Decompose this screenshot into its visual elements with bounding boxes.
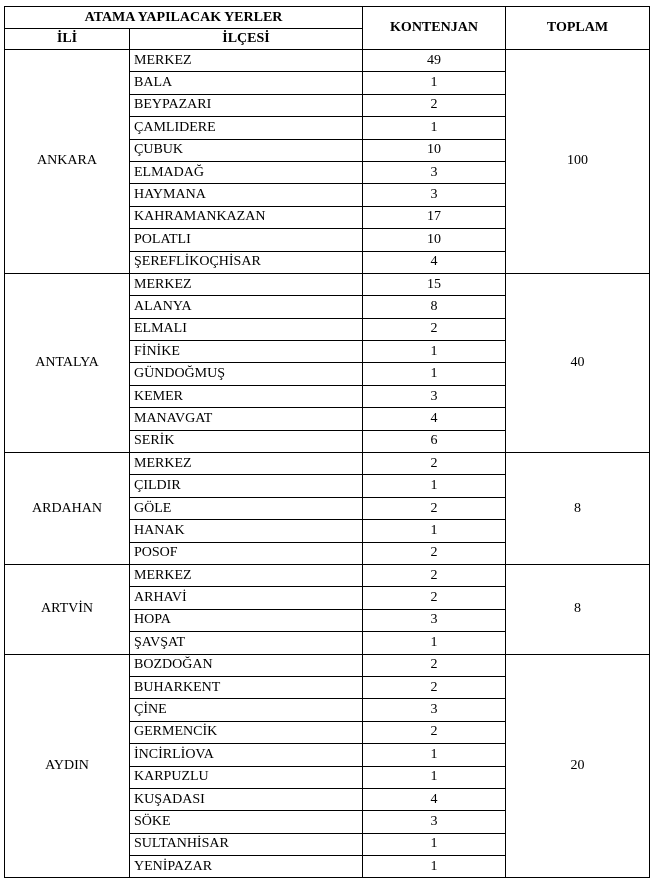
quota-cell: 1	[363, 833, 506, 855]
quota-cell: 49	[363, 50, 506, 72]
table-header	[5, 7, 650, 50]
quota-cell: 3	[363, 609, 506, 631]
quota-cell: 17	[363, 206, 506, 228]
district-cell: GÖLE	[130, 497, 363, 519]
district-cell: BALA	[130, 72, 363, 94]
province-cell: ANKARA	[5, 50, 130, 274]
quota-cell: 2	[363, 94, 506, 116]
district-cell: MERKEZ	[130, 273, 363, 295]
district-cell: SÖKE	[130, 811, 363, 833]
quota-cell: 3	[363, 184, 506, 206]
district-cell: KAHRAMANKAZAN	[130, 206, 363, 228]
province-total-cell: 40	[506, 273, 650, 452]
quota-cell: 1	[363, 632, 506, 654]
district-cell: HAYMANA	[130, 184, 363, 206]
district-cell: FİNİKE	[130, 341, 363, 363]
province-total-cell: 100	[506, 50, 650, 274]
quota-cell: 4	[363, 408, 506, 430]
district-cell: SERİK	[130, 430, 363, 452]
quota-cell: 2	[363, 721, 506, 743]
district-cell: ELMALI	[130, 318, 363, 340]
quota-cell: 4	[363, 251, 506, 273]
quota-cell: 2	[363, 587, 506, 609]
district-cell: ARHAVİ	[130, 587, 363, 609]
table-row	[5, 654, 650, 676]
quota-cell: 2	[363, 497, 506, 519]
district-cell: MERKEZ	[130, 453, 363, 475]
province-total-cell: 20	[506, 654, 650, 878]
district-cell: POSOF	[130, 542, 363, 564]
quota-cell: 3	[363, 811, 506, 833]
district-cell: SULTANHİSAR	[130, 833, 363, 855]
quota-cell: 2	[363, 564, 506, 586]
district-cell: ÇILDIR	[130, 475, 363, 497]
total-column-header: TOPLAM	[506, 7, 650, 50]
district-cell: YENİPAZAR	[130, 856, 363, 878]
province-cell: ARTVİN	[5, 564, 130, 654]
table-row	[5, 564, 650, 586]
quota-cell: 2	[363, 453, 506, 475]
assignment-table	[4, 6, 650, 878]
quota-cell: 2	[363, 318, 506, 340]
district-column-header: İLÇESİ	[130, 29, 363, 50]
quota-cell: 3	[363, 699, 506, 721]
table-row	[5, 273, 650, 295]
district-cell: HANAK	[130, 520, 363, 542]
district-cell: ÇUBUK	[130, 139, 363, 161]
province-total-cell: 8	[506, 564, 650, 654]
district-cell: ÇİNE	[130, 699, 363, 721]
district-cell: MANAVGAT	[130, 408, 363, 430]
quota-cell: 10	[363, 139, 506, 161]
quota-cell: 1	[363, 117, 506, 139]
district-cell: BUHARKENT	[130, 676, 363, 698]
district-cell: MERKEZ	[130, 50, 363, 72]
district-cell: GÜNDOĞMUŞ	[130, 363, 363, 385]
quota-cell: 1	[363, 475, 506, 497]
district-cell: BEYPAZARI	[130, 94, 363, 116]
quota-cell: 1	[363, 72, 506, 94]
district-cell: BOZDOĞAN	[130, 654, 363, 676]
quota-cell: 2	[363, 654, 506, 676]
district-cell: ŞAVŞAT	[130, 632, 363, 654]
district-cell: ALANYA	[130, 296, 363, 318]
quota-cell: 3	[363, 385, 506, 407]
quota-cell: 3	[363, 161, 506, 183]
quota-cell: 6	[363, 430, 506, 452]
district-cell: KEMER	[130, 385, 363, 407]
quota-cell: 1	[363, 766, 506, 788]
province-cell: ARDAHAN	[5, 453, 130, 565]
quota-cell: 2	[363, 542, 506, 564]
district-cell: HOPA	[130, 609, 363, 631]
quota-cell: 10	[363, 229, 506, 251]
district-cell: KARPUZLU	[130, 766, 363, 788]
district-cell: İNCİRLİOVA	[130, 744, 363, 766]
quota-cell: 15	[363, 273, 506, 295]
table-row	[5, 453, 650, 475]
quota-cell: 1	[363, 856, 506, 878]
quota-cell: 1	[363, 341, 506, 363]
quota-cell: 4	[363, 788, 506, 810]
district-cell: GERMENCİK	[130, 721, 363, 743]
quota-column-header: KONTENJAN	[363, 7, 506, 50]
quota-cell: 1	[363, 520, 506, 542]
group-title-header: ATAMA YAPILACAK YERLER	[5, 7, 363, 29]
province-column-header: İLİ	[5, 29, 130, 50]
quota-cell: 2	[363, 676, 506, 698]
quota-cell: 8	[363, 296, 506, 318]
province-cell: AYDIN	[5, 654, 130, 878]
province-total-cell: 8	[506, 453, 650, 565]
table-row	[5, 50, 650, 72]
quota-cell: 1	[363, 363, 506, 385]
district-cell: POLATLI	[130, 229, 363, 251]
province-cell: ANTALYA	[5, 273, 130, 452]
district-cell: ŞEREFLİKOÇHİSAR	[130, 251, 363, 273]
district-cell: ELMADAĞ	[130, 161, 363, 183]
district-cell: ÇAMLIDERE	[130, 117, 363, 139]
quota-cell: 1	[363, 744, 506, 766]
district-cell: KUŞADASI	[130, 788, 363, 810]
table-body	[5, 50, 650, 878]
district-cell: MERKEZ	[130, 564, 363, 586]
